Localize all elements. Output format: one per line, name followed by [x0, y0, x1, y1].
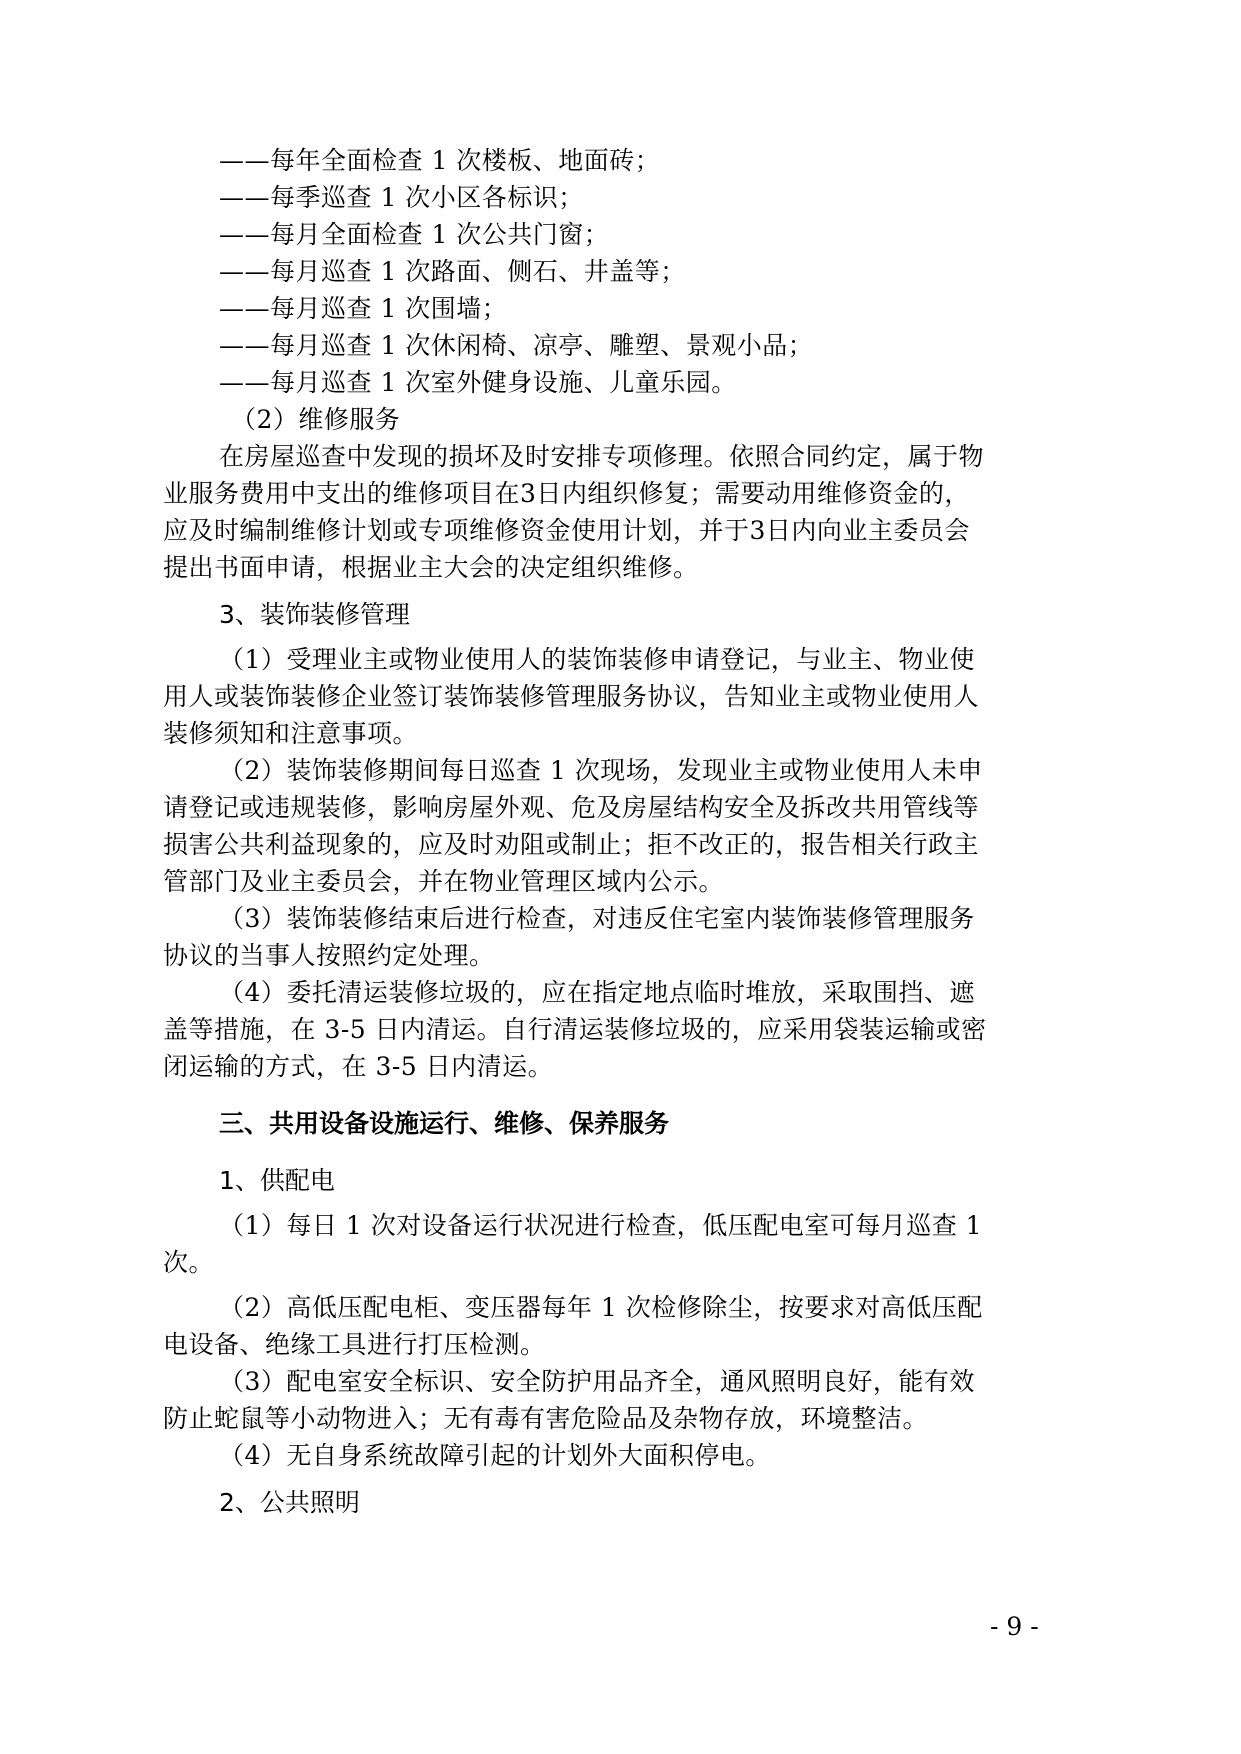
- list-item: ——每年全面检查 1 次楼板、地面砖；: [219, 146, 661, 175]
- paragraph-line: 次。: [163, 1248, 215, 1277]
- paragraph-repair: [163, 438, 1081, 586]
- heading-power-supply: 1、供配电: [219, 1166, 335, 1195]
- list-item: ——每季巡查 1 次小区各标识；: [219, 183, 584, 212]
- spacer: [163, 1281, 1081, 1289]
- paragraph-decoration-2: [163, 752, 1081, 900]
- document-body: [163, 142, 1081, 1529]
- paragraph-line: （1）每日 1 次对设备运行状况进行检查，低压配电室可每月巡查 1: [219, 1211, 983, 1240]
- paragraph-line: 损害公共利益现象的，应及时劝阻或制止；拒不改正的，报告相关行政主: [163, 830, 980, 859]
- paragraph-line: 提出书面申请，根据业主大会的决定组织维修。: [163, 553, 699, 582]
- paragraph-decoration-3: [163, 900, 1081, 974]
- paragraph-power-4: [163, 1437, 1081, 1474]
- paragraph-line: 电设备、绝缘工具进行打压检测。: [163, 1330, 546, 1359]
- paragraph-line: （2）装饰装修期间每日巡查 1 次现场，发现业主或物业使用人未申: [219, 756, 983, 785]
- paragraph-line: 管部门及业主委员会，并在物业管理区域内公示。: [163, 867, 725, 896]
- list-item: ——每月巡查 1 次路面、侧石、井盖等；: [219, 257, 686, 286]
- list-item: ——每月巡查 1 次休闲椅、凉亭、雕塑、景观小品；: [219, 331, 814, 360]
- list-item: ——每月巡查 1 次围墙；: [219, 294, 508, 323]
- list-item: ——每月巡查 1 次室外健身设施、儿童乐园。: [219, 368, 737, 397]
- paragraph-line: （3）配电室安全标识、安全防护用品齐全，通风照明良好，能有效: [219, 1367, 975, 1396]
- paragraph-line: 用人或装饰装修企业签订装饰装修管理服务协议，告知业主或物业使用人: [163, 682, 980, 711]
- paragraph-line: （2）高低压配电柜、变压器每年 1 次检修除尘，按要求对高低压配: [219, 1293, 983, 1322]
- page-number: - 9 -: [990, 1612, 1039, 1641]
- paragraph-decoration-1: [163, 641, 1081, 752]
- paragraph-line: 应及时编制维修计划或专项维修资金使用计划，并于3日内向业主委员会: [163, 516, 970, 545]
- paragraph-line: （4）委托清运装修垃圾的，应在指定地点临时堆放，采取围挡、遮: [219, 978, 975, 1007]
- paragraph-line: （1）受理业主或物业使用人的装饰装修申请登记，与业主、物业使: [219, 645, 975, 674]
- subheading-repair-service: （2）维修服务: [231, 405, 401, 434]
- heading-public-lighting: 2、公共照明: [219, 1488, 360, 1517]
- paragraph-power-1: [163, 1207, 1081, 1281]
- paragraph-power-3: [163, 1363, 1081, 1437]
- paragraph-decoration-4: [163, 974, 1081, 1085]
- list-item: ——每月全面检查 1 次公共门窗；: [219, 220, 610, 249]
- paragraph-line: 防止蛇鼠等小动物进入；无有毒有害危险品及杂物存放，环境整洁。: [163, 1404, 929, 1433]
- paragraph-line: 在房屋巡查中发现的损坏及时安排专项修理。依照合同约定，属于物: [219, 442, 985, 471]
- paragraph-line: 业服务费用中支出的维修项目在3日内组织修复；需要动用维修资金的，: [163, 479, 970, 508]
- paragraph-line: 盖等措施，在 3-5 日内清运。自行清运装修垃圾的，应采用袋装运输或密: [163, 1015, 987, 1044]
- inspection-list: [163, 142, 1081, 401]
- paragraph-power-2: [163, 1289, 1081, 1363]
- paragraph-line: （3）装饰装修结束后进行检查，对违反住宅室内装饰装修管理服务: [219, 904, 975, 933]
- paragraph-line: 请登记或违规装修，影响房屋外观、危及房屋结构安全及拆改共用管线等: [163, 793, 980, 822]
- paragraph-line: 装修须知和注意事项。: [163, 719, 419, 748]
- heading-decoration-management: 3、装饰装修管理: [219, 600, 410, 629]
- paragraph-line: 闭运输的方式，在 3-5 日内清运。: [163, 1052, 554, 1081]
- paragraph-line: 协议的当事人按照约定处理。: [163, 941, 495, 970]
- paragraph-line: （4）无自身系统故障引起的计划外大面积停电。: [219, 1441, 771, 1470]
- heading-section-3: 三、共用设备设施运行、维修、保养服务: [219, 1109, 670, 1138]
